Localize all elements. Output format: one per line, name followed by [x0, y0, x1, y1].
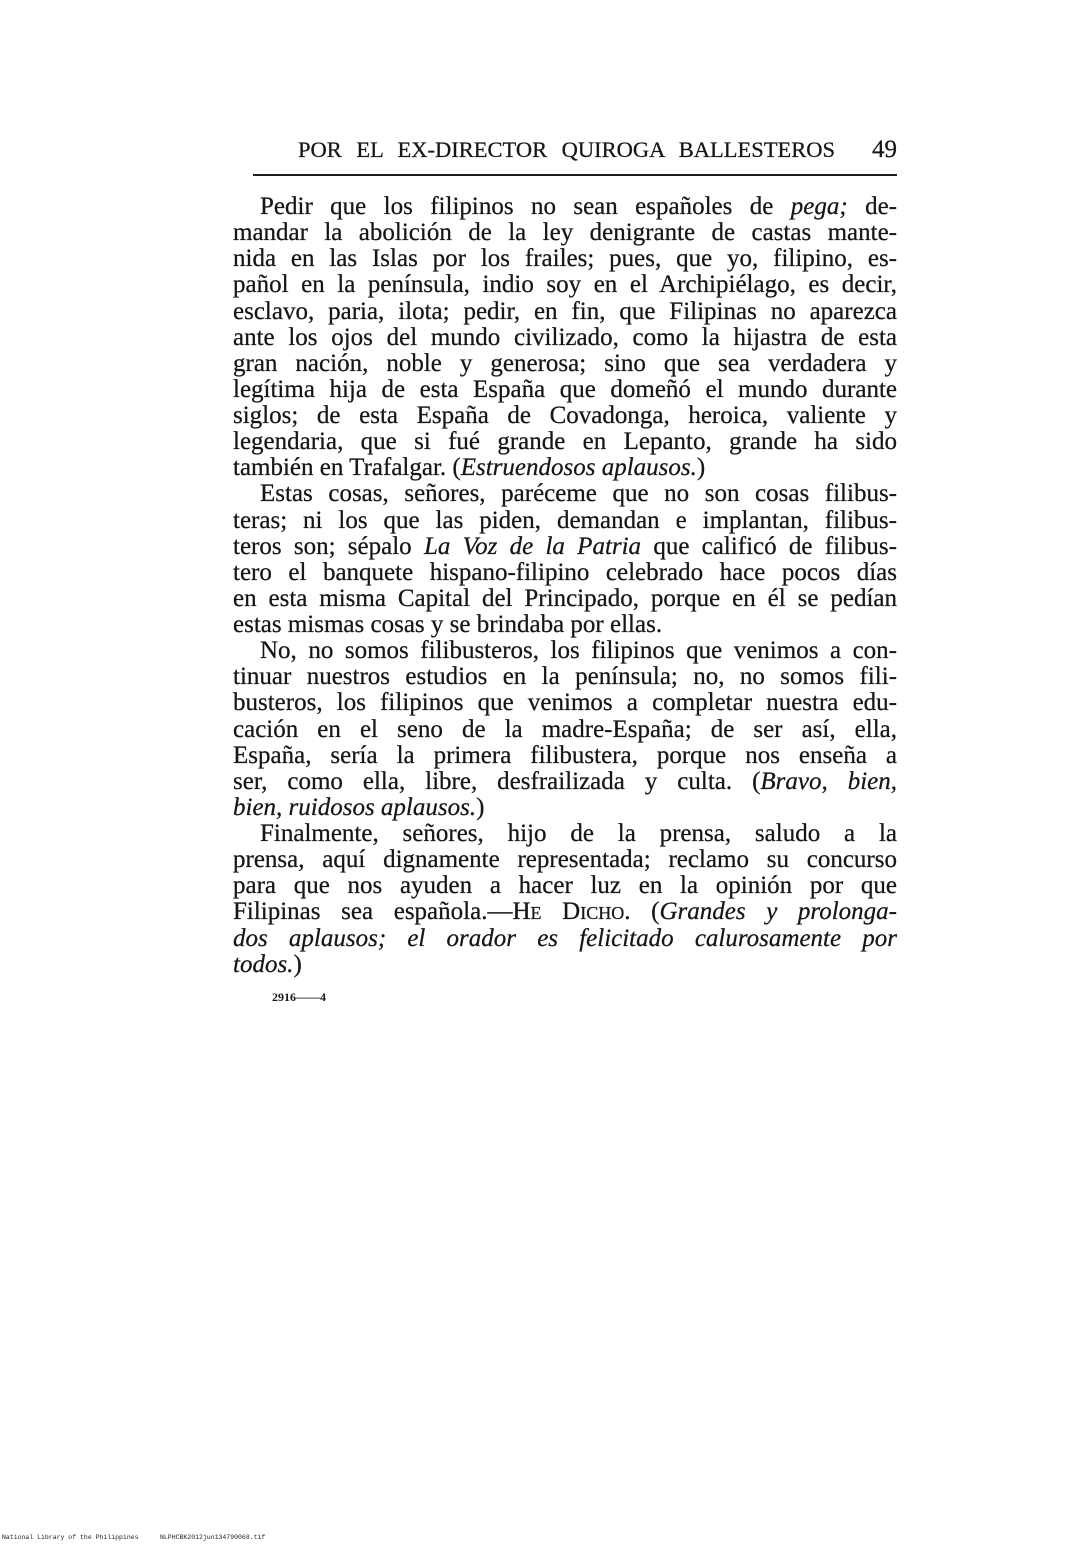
- roman-text: pañol en la península, indio soy en el Archipiélago, es decir,: [233, 271, 897, 299]
- italic-text: pega;: [790, 193, 848, 220]
- text-line: [233, 377, 897, 403]
- roman-text: ): [476, 793, 485, 821]
- roman-text: tinuar nuestros estudios en la península; no, no somos fili-: [233, 663, 897, 691]
- header-rule: [253, 174, 897, 176]
- text-line: [233, 717, 897, 743]
- paragraph: [233, 638, 897, 821]
- text-line: [233, 403, 897, 429]
- roman-text: que calificó de filibus-: [641, 532, 897, 560]
- roman-text: . (: [624, 898, 660, 926]
- text-line: [233, 586, 897, 612]
- roman-text: mandar la abolición de la ley denigrante de castas mante-: [233, 219, 897, 247]
- roman-text: Estas cosas, señores, paréceme que no son cosas filibus-: [260, 480, 897, 508]
- roman-text: España, sería la primera filibustera, porque nos enseña a: [233, 741, 897, 769]
- roman-text: Finalmente, señores, hijo de la prensa, saludo a la: [260, 820, 897, 847]
- text-line: [233, 952, 897, 978]
- text-line: [233, 220, 897, 246]
- text-line: [233, 481, 897, 507]
- italic-text: La Voz de la Patria: [423, 532, 642, 560]
- text-line: [233, 926, 897, 952]
- roman-text: gran nación, noble y generosa; sino que sea verdadera y: [233, 349, 897, 377]
- roman-text: esclavo, paria, ilota; pedir, en fin, que Filipinas no aparezca: [233, 297, 897, 325]
- roman-text: para que nos ayuden a hacer luz en la opinión por que: [233, 872, 897, 900]
- text-line: [233, 534, 897, 560]
- paragraph: [233, 194, 897, 481]
- text-line: [233, 455, 897, 481]
- italic-text: Bravo, bien,: [760, 767, 898, 795]
- paragraph: [233, 821, 897, 978]
- roman-text: nida en las Islas por los frailes; pues, que yo, filipino, es-: [233, 245, 897, 273]
- roman-text: ser, como ella, libre, desfrailizada y culta. (: [233, 767, 761, 795]
- text-line: [233, 899, 897, 925]
- text-line: [233, 429, 897, 455]
- scan-credit: National Library of the Philippines: [2, 1534, 139, 1541]
- page-number: 49: [872, 136, 897, 163]
- roman-text: busteros, los filipinos que venimos a completar nuestra edu-: [233, 689, 897, 717]
- roman-text: No, no somos filibusteros, los filipinos que venimos a con-: [260, 637, 897, 665]
- text-line: [233, 743, 897, 769]
- roman-text: ): [293, 950, 302, 978]
- text-line: [233, 664, 897, 690]
- italic-text: todos.: [233, 950, 294, 978]
- roman-text: ante los ojos del mundo civilizado, como la hijastra de esta: [233, 323, 897, 351]
- text-line: [233, 272, 897, 298]
- italic-text: Estruendosos aplausos.: [460, 454, 697, 482]
- text-line: [233, 847, 897, 873]
- roman-text: prensa, aquí dignamente representada; reclamo su concurso: [233, 846, 897, 874]
- roman-text: de-: [847, 193, 898, 220]
- paragraph: [233, 481, 897, 638]
- roman-text: teros son; sépalo: [233, 532, 424, 560]
- text-line: [233, 612, 897, 638]
- text-line: [233, 795, 897, 821]
- text-line: [233, 246, 897, 272]
- signature-mark: 2916——4: [272, 990, 326, 1004]
- roman-text: tero el banquete hispano-filipino celebrado hace pocos días: [233, 558, 897, 586]
- text-line: [233, 508, 897, 534]
- body-text: [233, 194, 897, 978]
- scan-filename: NLPHCBK2012jun134790068.tif: [160, 1534, 266, 1541]
- roman-text: también en Trafalgar. (: [233, 454, 461, 482]
- text-line: [233, 299, 897, 325]
- text-line: [233, 769, 897, 795]
- text-line: [233, 560, 897, 586]
- italic-text: bien, ruidosos aplausos.: [233, 793, 477, 821]
- text-line: [233, 690, 897, 716]
- roman-text: Filipinas sea española.—: [233, 898, 513, 926]
- text-line: [233, 873, 897, 899]
- text-line: [233, 821, 897, 847]
- text-line: [233, 325, 897, 351]
- text-line: [233, 638, 897, 664]
- roman-text: en esta misma Capital del Principado, porque en él se pedían: [233, 584, 897, 612]
- roman-text: legítima hija de esta España que domeñó el mundo durante: [233, 375, 897, 403]
- smallcaps-text: He Dicho: [512, 898, 625, 926]
- roman-text: siglos; de esta España de Covadonga, heroica, valiente y: [233, 402, 897, 429]
- text-line: [233, 351, 897, 377]
- roman-text: estas mismas cosas y se brindaba por ellas.: [233, 611, 663, 638]
- text-line: [233, 194, 897, 220]
- roman-text: teras; ni los que las piden, demandan e implantan, filibus-: [233, 506, 897, 534]
- running-head: POR EL EX-DIRECTOR QUIROGA BALLESTEROS: [298, 137, 835, 162]
- roman-text: Pedir que los filipinos no sean españoles de: [260, 193, 791, 220]
- italic-text: Grandes y prolonga-: [659, 898, 898, 926]
- roman-text: ): [696, 454, 706, 482]
- italic-text: dos aplausos; el orador es felicitado calurosamente por: [233, 924, 897, 952]
- roman-text: legendaria, que si fué grande en Lepanto, grande ha sido: [233, 428, 897, 456]
- roman-text: cación en el seno de la madre-España; de ser así, ella,: [233, 715, 897, 743]
